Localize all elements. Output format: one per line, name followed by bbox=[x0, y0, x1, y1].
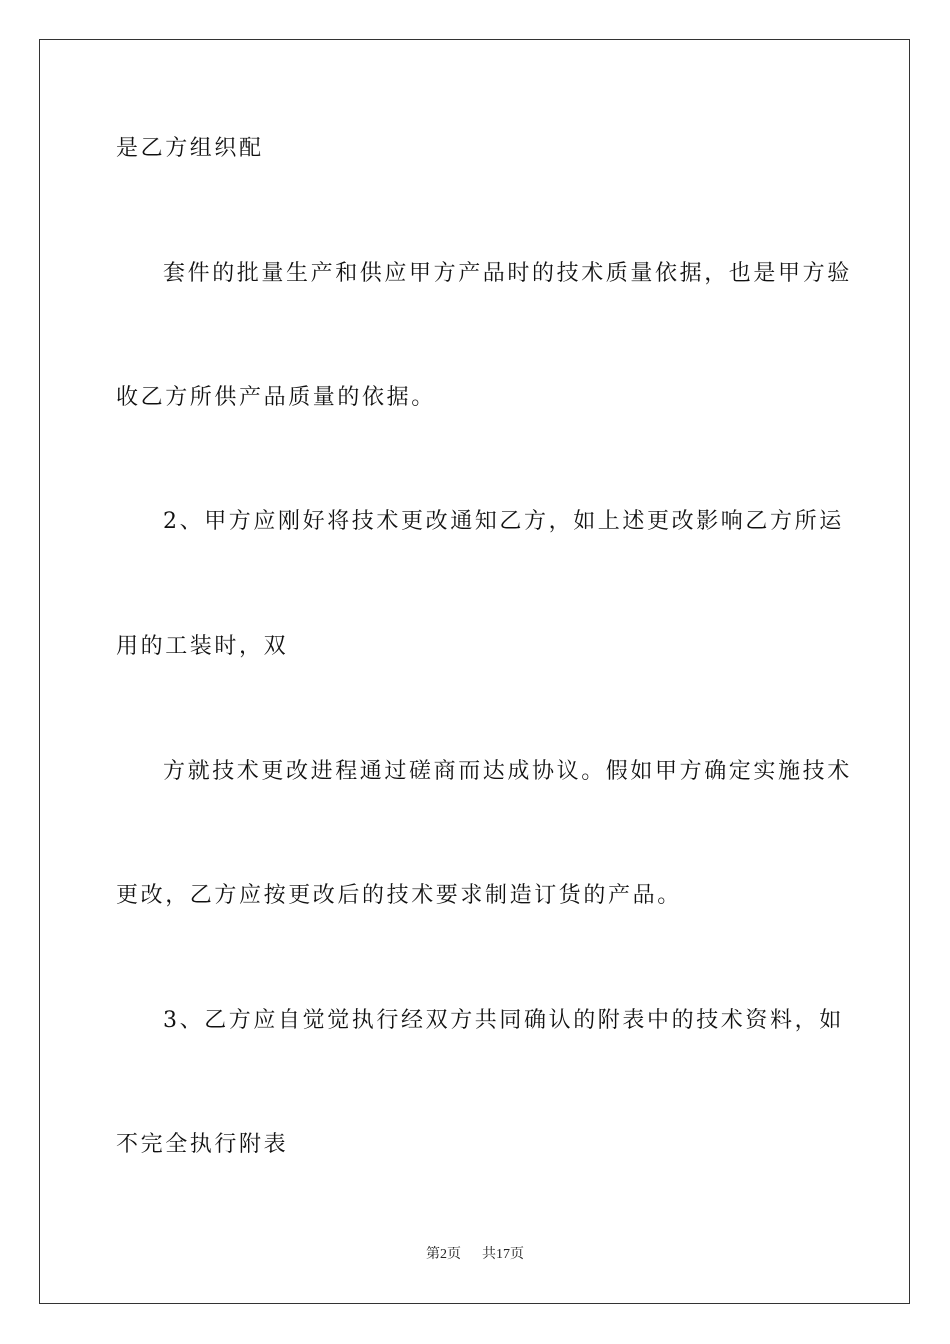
body-line-3: 收乙方所供产品质量的依据。 bbox=[116, 385, 436, 410]
page-total: 共17页 bbox=[482, 1247, 524, 1262]
body-line-1: 是乙方组织配 bbox=[116, 136, 264, 161]
page-border bbox=[39, 39, 910, 1304]
body-line-8: 3、乙方应自觉觉执行经双方共同确认的附表中的技术资料，如 bbox=[163, 1008, 844, 1033]
body-line-7: 更改，乙方应按更改后的技术要求制造订货的产品。 bbox=[116, 883, 682, 908]
body-line-4: 2、甲方应刚好将技术更改通知乙方，如上述更改影响乙方所运 bbox=[163, 509, 844, 534]
body-line-5: 用的工装时，双 bbox=[116, 634, 289, 659]
page-footer bbox=[0, 1245, 950, 1265]
page-number: 第2页 bbox=[426, 1247, 461, 1262]
body-line-2: 套件的批量生产和供应甲方产品时的技术质量依据，也是甲方验 bbox=[163, 261, 852, 286]
body-line-9: 不完全执行附表 bbox=[116, 1132, 289, 1157]
body-line-6: 方就技术更改进程通过磋商而达成协议。假如甲方确定实施技术 bbox=[163, 759, 852, 784]
